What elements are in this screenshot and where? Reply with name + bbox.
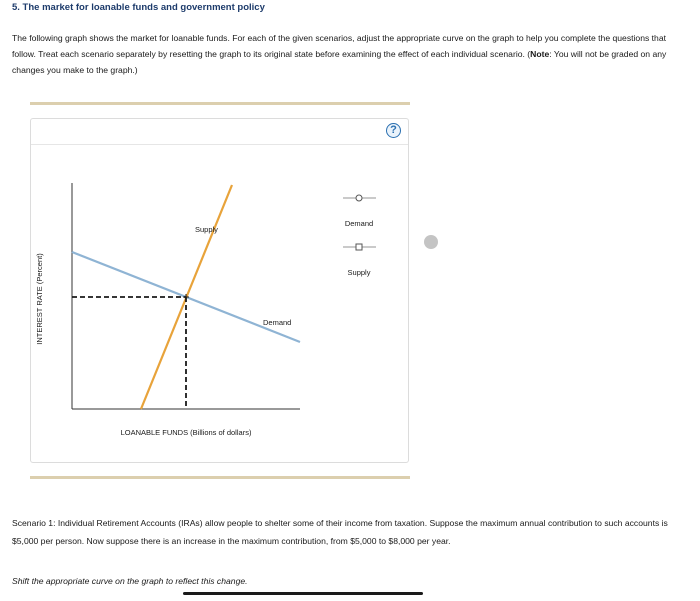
intro-text: The following graph shows the market for loanable funds. For each of the given scenarios, adjust the appropriate curve on the graph to help you complete the questions that follow. Treat each scenario separately by resetting the graph to its original state before examining the effect of each individual scenario. ( — [12, 33, 666, 59]
scenario-text: Scenario 1: Individual Retirement Accounts (IRAs) allow people to shelter some of their income from taxation. Suppose the maximum annual contribution to such accounts is $5,000 per person. Now suppose there is an increase in the maximum contribution, from $5,000 to $8,000 per year. — [12, 518, 668, 546]
demand-curve-label: Demand — [263, 318, 292, 327]
x-axis-label: LOANABLE FUNDS (Billions of dollars) — [120, 428, 252, 437]
circle-marker-icon[interactable] — [356, 195, 362, 201]
note-text: : You will not be graded on any changes you make to the graph.) — [12, 49, 667, 75]
y-axis-label: INTEREST RATE (Percent) — [35, 253, 44, 345]
bottom-divider — [30, 476, 410, 479]
question-intro — [12, 30, 672, 78]
supply-legend-tool[interactable] — [343, 244, 376, 250]
status-dot-icon — [424, 235, 438, 249]
loanable-funds-graph[interactable] — [31, 119, 410, 464]
scenario-instruction: Shift the appropriate curve on the graph to reflect this change. — [12, 576, 248, 586]
graph-panel[interactable] — [30, 118, 409, 463]
demand-legend-label: Demand — [344, 219, 374, 228]
top-divider — [30, 102, 410, 105]
scroll-indicator[interactable] — [183, 592, 423, 595]
supply-legend-label: Supply — [347, 268, 371, 277]
supply-curve-label: Supply — [195, 225, 218, 234]
demand-legend-tool[interactable] — [343, 195, 376, 201]
note-label: Note — [530, 49, 550, 59]
help-icon[interactable]: ? — [386, 123, 401, 138]
square-marker-icon[interactable] — [356, 244, 362, 250]
question-title: 5. The market for loanable funds and government policy — [12, 2, 265, 13]
